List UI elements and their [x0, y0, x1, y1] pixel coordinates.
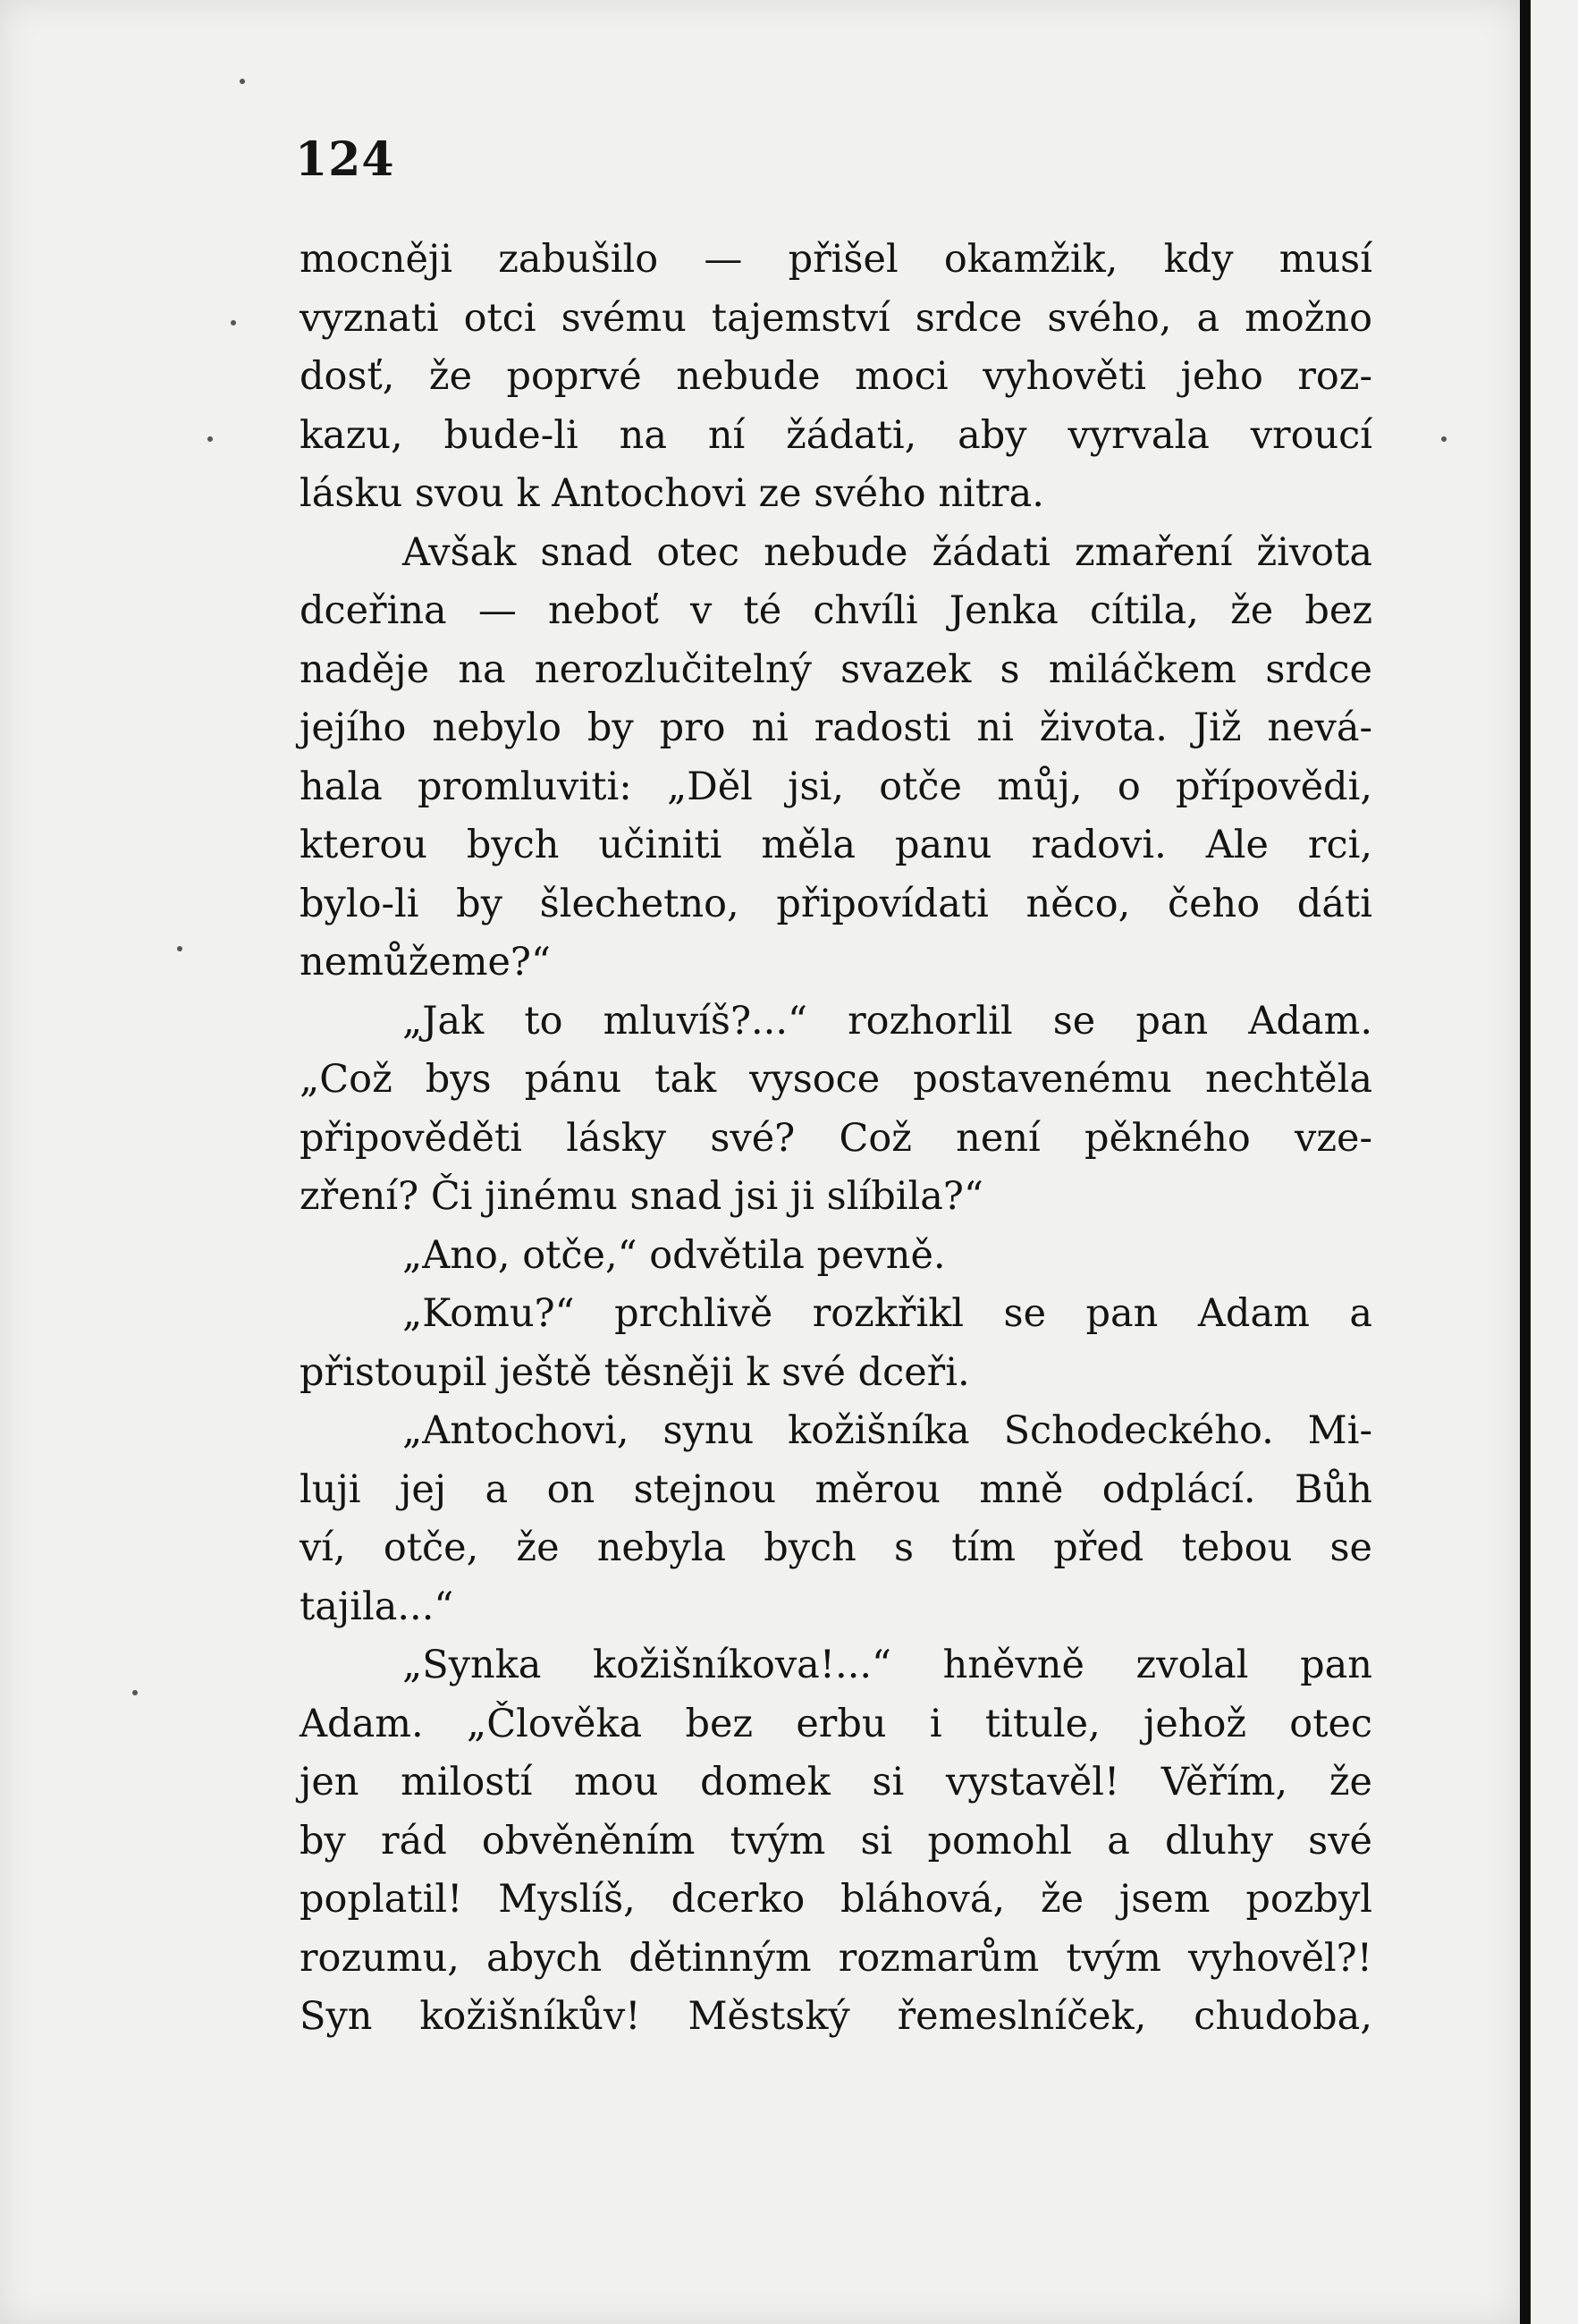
text-line: dosť, že poprvé nebude moci vyhověti jeho roz- — [300, 354, 1372, 399]
text-line: poplatil! Myslíš, dcerko bláhová, že jsem pozbyl — [300, 1877, 1372, 1922]
text-line: „Což bys pánu tak vysoce postavenému nechtěla — [300, 1057, 1372, 1102]
text-line: lásku svou k Antochovi ze svého nitra. — [300, 471, 1044, 516]
text-line: by rád obvěněním tvým si pomohl a dluhy své — [300, 1818, 1372, 1863]
text-line: přistoupil ještě těsněji k své dceři. — [300, 1349, 970, 1395]
text-line: nemůžeme?“ — [300, 940, 551, 985]
paper-speck — [207, 436, 213, 442]
paper-speck — [231, 320, 236, 325]
text-line: kterou bych učiniti měla panu radovi. Ale rci, — [300, 823, 1372, 867]
text-line: luji jej a on stejnou měrou mně odplácí. Bůh — [300, 1466, 1372, 1512]
text-line: „Ano, otče,“ odvětila pevně. — [402, 1232, 946, 1278]
text-line: bylo-li by šlechetno, připovídati něco, čeho dáti — [300, 881, 1372, 926]
page-number: 124 — [295, 132, 395, 187]
text-line: ví, otče, že nebyla bych s tím před tebou se — [300, 1525, 1372, 1570]
text-line: „Komu?“ prchlivě rozkřikl se pan Adam a — [402, 1291, 1372, 1336]
text-line: jejího nebylo by pro ni radosti ni života. Již nevá- — [300, 706, 1372, 750]
text-line: dceřina — neboť v té chvíli Jenka cítila, že bez — [300, 588, 1372, 633]
text-line: hala promluviti: „Děl jsi, otče můj, o přípovědi, — [300, 764, 1372, 809]
text-line: tajila...“ — [300, 1584, 454, 1629]
text-line: „Antochovi, synu kožišníka Schodeckého. Mi- — [402, 1408, 1372, 1453]
paper-speck — [177, 946, 182, 951]
text-line: rozumu, abych dětinným rozmarům tvým vyhověl?! — [300, 1935, 1372, 1981]
page-text — [300, 231, 1372, 2047]
text-line: připověděti lásky své? Což není pěkného vze- — [300, 1115, 1372, 1161]
text-line: Adam. „Člověka bez erbu i titule, jehož otec — [300, 1701, 1372, 1746]
paper-speck — [240, 79, 245, 84]
paper-speck — [132, 1690, 138, 1695]
text-line: kazu, bude-li na ní žádati, aby vyrvala vroucí — [300, 412, 1372, 458]
paper-speck — [1441, 436, 1447, 442]
text-line: „Synka kožišníkova!...“ hněvně zvolal pan — [402, 1643, 1372, 1687]
text-line: vyznati otci svému tajemství srdce svého, a možno — [300, 295, 1372, 341]
text-line: naděje na nerozlučitelný svazek s miláčkem srdce — [300, 646, 1372, 692]
text-line: mocněji zabušilo — přišel okamžik, kdy musí — [300, 237, 1372, 282]
text-line: Avšak snad otec nebude žádati zmaření života — [402, 529, 1372, 575]
adjacent-page-edge — [1531, 0, 1578, 2324]
text-line: Syn kožišníkův! Městský řemeslníček, chudoba, — [300, 1994, 1372, 2039]
text-line: „Jak to mluvíš?...“ rozhorlil se pan Adam. — [402, 998, 1372, 1044]
text-line: zření? Či jinému snad jsi ji slíbila?“ — [300, 1174, 983, 1219]
text-line: jen milostí mou domek si vystavěl! Věřím, že — [300, 1760, 1372, 1804]
